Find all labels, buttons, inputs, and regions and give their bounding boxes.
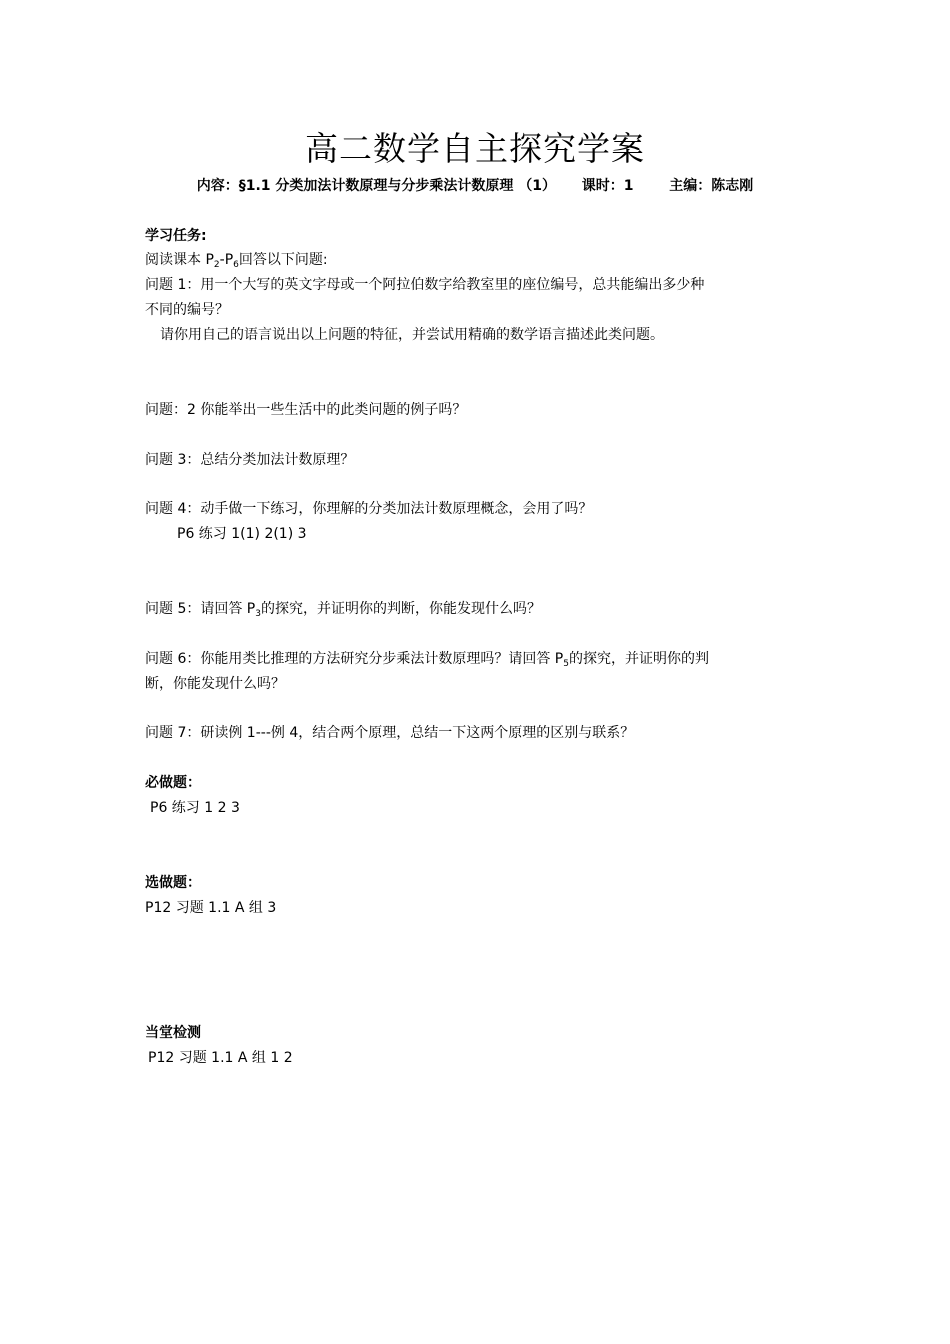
optional-heading: 选做题： xyxy=(145,875,201,891)
check-content: P12 习题 1.1 A 组 1 2 xyxy=(148,1050,293,1066)
task-intro: 阅读课本 $P_2-P_6$回答以下问题: xyxy=(145,252,328,270)
question-7: 问题 7：研读例 1---例 4，结合两个原理，总结一下这两个原理的区别与联系？ xyxy=(145,725,635,741)
question-6-line-1: 问题 6：你能用类比推理的方法研究分步乘法计数原理吗？请回答 $P_5$的探究，并证明你的判 xyxy=(145,651,709,669)
question-5: 问题 5：请回答 $P_3$的探究，并证明你的判断，你能发现什么吗？ xyxy=(145,601,541,619)
subtitle-content: 内容：§1.1 分类加法计数原理与分步乘法计数原理 （1） xyxy=(196,178,557,194)
question-2: 问题：2 你能举出一些生活中的此类问题的例子吗？ xyxy=(145,402,467,418)
question-4: 问题 4：动手做一下练习，你理解的分类加法计数原理概念，会用了吗？ xyxy=(145,501,593,517)
question-3: 问题 3：总结分类加法计数原理？ xyxy=(145,452,355,468)
question-1-line-3: 请你用自己的语言说出以上问题的特征，并尝试用精确的数学语言描述此类问题。 xyxy=(160,327,664,343)
question-4-practice: P6 练习 1(1) 2(1) 3 xyxy=(177,526,307,542)
subtitle-editor: 主编：陈志刚 xyxy=(669,178,754,194)
required-content: P6 练习 1 2 3 xyxy=(150,800,240,816)
task-heading: 学习任务: xyxy=(145,228,207,244)
check-heading: 当堂检测 xyxy=(145,1025,201,1041)
question-6-line-2: 断，你能发现什么吗？ xyxy=(145,676,285,692)
page-title: 高二数学自主探究学案 xyxy=(305,129,645,168)
optional-content: P12 习题 1.1 A 组 3 xyxy=(145,900,277,916)
required-heading: 必做题： xyxy=(145,775,201,791)
question-1-line-2: 不同的编号？ xyxy=(145,302,229,318)
subtitle xyxy=(0,176,950,196)
subtitle-period: 课时：1 xyxy=(581,178,634,194)
question-1-line-1: 问题 1：用一个大写的英文字母或一个阿拉伯数字给教室里的座位编号，总共能编出多少种 xyxy=(145,277,705,293)
